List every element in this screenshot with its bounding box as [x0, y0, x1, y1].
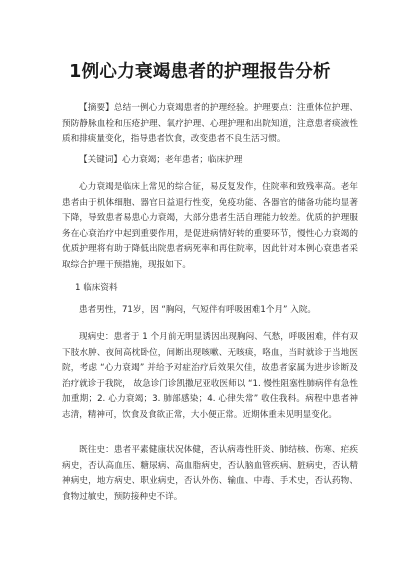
abstract-label: 【摘要】	[79, 103, 114, 113]
keywords-paragraph	[62, 153, 358, 169]
section-heading-clinical-data: 1 临床资料	[75, 283, 118, 293]
patient-text: 患者男性，71岁，因 “胸闷，气短伴有呼吸困难1个月” 入院。	[79, 305, 317, 315]
history-text: 患者于 1 个月前无明显诱因出现胸闷、气愁，呼吸困难，伴有双下肢水肿、夜间高枕卧位，间断出现咳嗽、无咳痰，咯血，当时就诊于当地医院，考虑 “心力衰竭” 并给予对症治疗后效果欠佳，故患者家属为进步诊断及治疗就诊于我院， 故急诊门诊凯撒尼亚收医师以 “1. 慢性阻塞性肺病伴有急性加重期；2. 心力衰竭；3. 肺部感染；4. 心律失常” 收住我科。病程中患者神志清，精神可，饮食及食欲正常，大小便正常。近期体重未见明显变化。	[62, 332, 358, 420]
history-paragraph	[62, 330, 358, 423]
past-history-paragraph	[62, 443, 358, 505]
past-history-text: 患者平素健康状况体健，否认病毒性肝炎、肺结核、伤寒、疟疾病史，否认高血压、糖尿病、高血脂病史，否认脑血管疾病、脏病史，否认精神病史，地方病史、职业病史，否认外伤、输血、中毒、手术史，否认药物、食物过敏史，预防接种史不详。	[62, 445, 358, 502]
past-history-label: 既往史：	[79, 445, 114, 455]
document-title: 1例心力衰竭患者的护理报告分析	[69, 62, 331, 82]
abstract-text: 总结一例心力衰竭患者的护理经验。护理要点：注重体位护理、预防静脉血栓和压疮护理、氧疗护理、心理护理和出院知道，注意患者痰液性质和排痰量变化，指导患者饮食，改变患者不良生活习惯。	[62, 103, 358, 144]
history-label: 现病史：	[79, 332, 114, 342]
intro-paragraph	[62, 180, 358, 273]
patient-paragraph	[62, 303, 358, 319]
keywords-text: 心力衰竭；老年患者；临床护理	[121, 155, 243, 165]
abstract-paragraph	[62, 101, 358, 148]
keywords-label: 【关键词】	[79, 155, 122, 165]
intro-text: 心力衰竭是临床上常见的综合征，易反复发作，住院率和致残率高。老年患者由于机体细胞、器官日益退行性变，免疫功能、各器官的储备功能均显著下降，导致患者易患心力衰竭，大部分患者生活自理能力较差。优质的护理服务在心衰治疗中起到重要作用，是促进病情好转的重要环节，慢性心力衰竭的优质护理将有助于降低出院患者病死率和再住院率，因此针对本例心衰患者采取综合护理干预措施，现报如下。	[62, 182, 358, 270]
